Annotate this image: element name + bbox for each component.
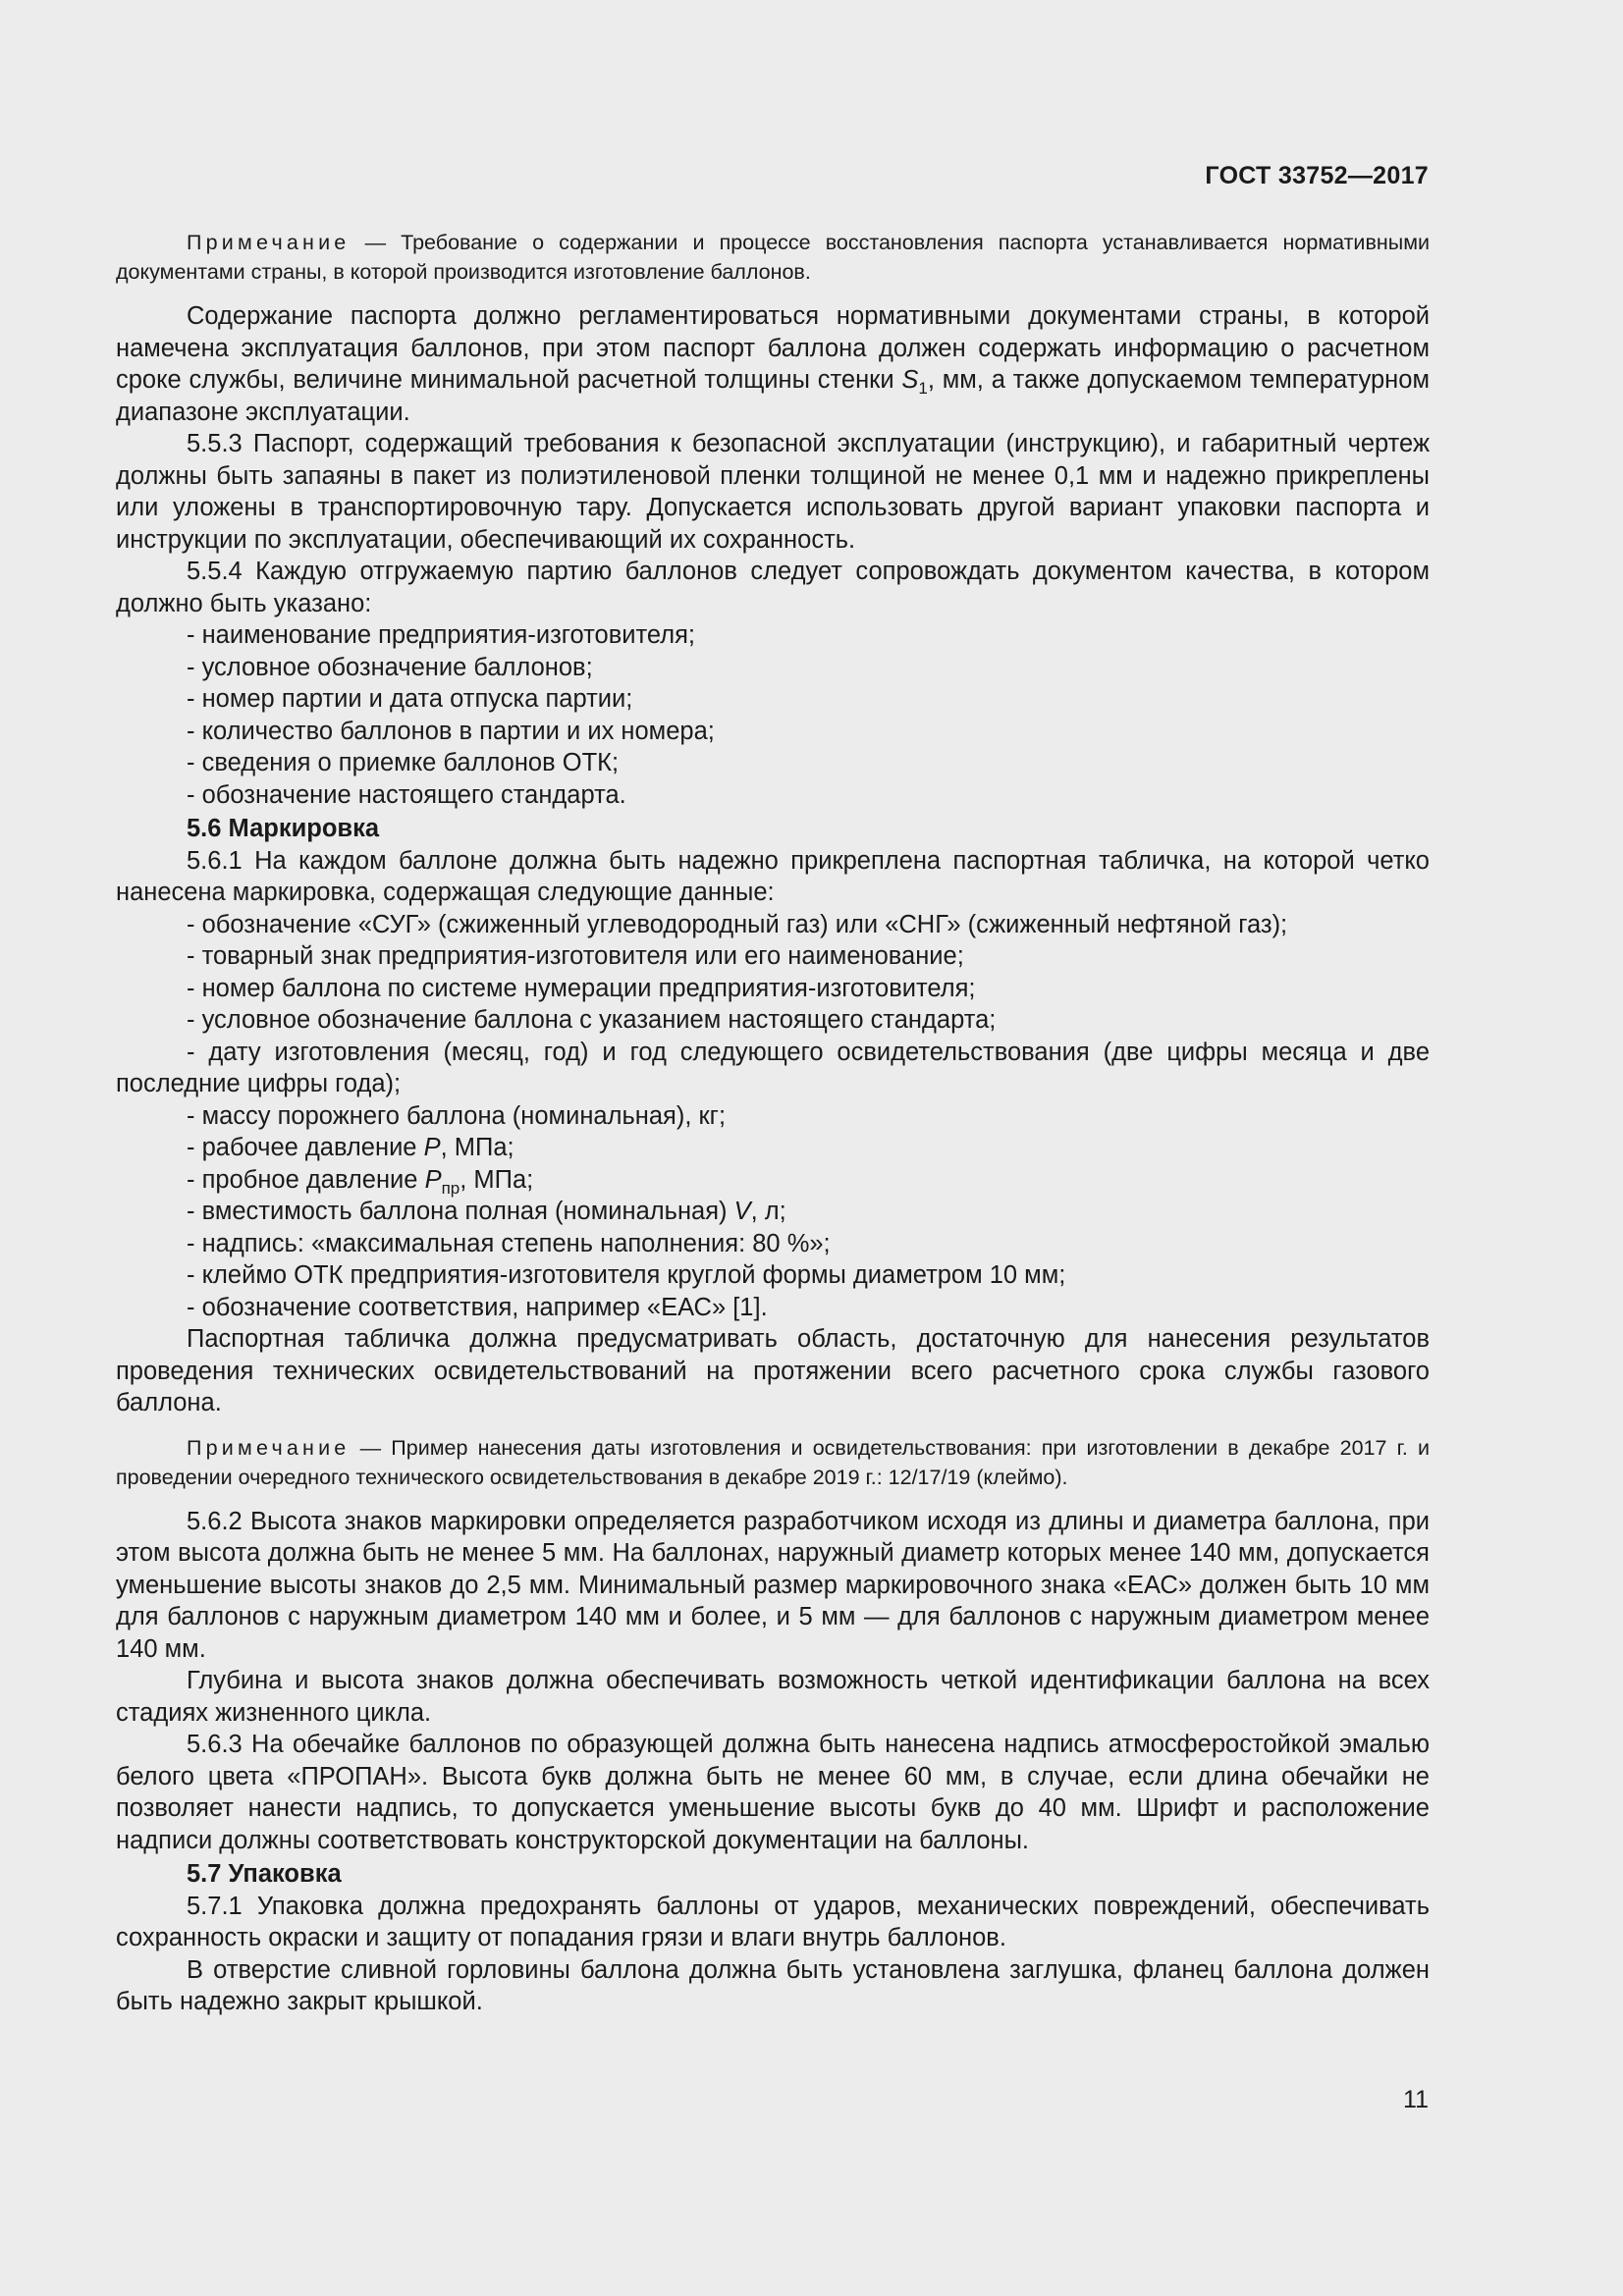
list-item: - номер партии и дата отпуска партии; [187,685,633,713]
text-run: - рабочее давление [187,1134,424,1161]
note-date-example [116,1433,1430,1492]
note-label: Примечание [187,1435,351,1460]
text-run: , МПа; [440,1134,514,1161]
list-item: - надпись: «максимальная степень наполнения: 80 %»; [187,1229,831,1257]
text-run: , л; [750,1198,786,1225]
clause-5-6-3: 5.6.3 На обечайке баллонов по образующей должна быть нанесена надпись атмосферостойкой эмалью белого цвета «ПРОПАН». Высота букв должна быть не менее 60 мм, в случае, если длина обечайки не позволяет нанести надпись, то допускается уменьшение высоты букв до 40 мм. Шрифт и расположение надписи должны соответствовать конструкторской документации на баллоны. [116,1731,1430,1854]
text-run: , МПа; [460,1165,534,1194]
text-run: - вместимость баллона полная (номинальная) [187,1198,734,1225]
list-item: - обозначение настоящего стандарта. [187,780,626,809]
list-item: - клеймо ОТК предприятия-изготовителя круглой формы диаметром 10 мм; [187,1261,1066,1289]
list-item: - условное обозначение баллонов; [187,653,593,681]
document-body [116,228,1430,2018]
paragraph-plug: В отверстие сливной горловины баллона должна быть установлена заглушка, фланец баллона должен быть надежно закрыт крышкой. [116,1955,1430,2015]
list-item [116,1164,1430,1197]
list-item: - количество баллонов в партии и их номера; [187,717,715,745]
clause-5-6-2: 5.6.2 Высота знаков маркировки определяется разработчиком исходя из длины и диаметра баллона, при этом высота должна быть не менее 5 мм. На баллонах, наружный диаметр которых менее 140 мм, допускается уменьшение высоты знаков до 2,5 мм. Минимальный размер маркировочного знака «ЕАС» должен быть 10 мм для баллонов с наружным диаметром 140 мм и более, и 5 мм — для баллонов с наружным диаметром менее 140 мм. [116,1507,1430,1663]
list-item [116,1132,1430,1164]
section-heading-packaging: 5.7 Упаковка [187,1860,342,1888]
clause-5-7-1: 5.7.1 Упаковка должна предохранять баллоны от ударов, механических повреждений, обеспечивать сохранность окраски и защиту от попадания грязи и влаги внутрь баллонов. [116,1892,1430,1951]
list-item: - массу порожнего баллона (номинальная), кг; [187,1101,727,1130]
document-header: ГОСТ 33752—2017 [1205,162,1429,189]
section-heading-marking: 5.6 Маркировка [187,815,380,842]
clause-5-6-1: 5.6.1 На каждом баллоне должна быть надежно прикреплена паспортная табличка, на которой четко нанесена маркировка, содержащая следующие данные: [116,846,1430,906]
list-item: - наименование предприятия-изготовителя; [187,621,696,649]
list-item [116,1196,1430,1228]
text-run: , мм, а также допускаемом температурном диапазоне эксплуатации. [116,366,1430,426]
text-run: Содержание паспорта должно регламентироваться нормативными документами страны, в которой намечена эксплуатация баллонов, при этом паспорт баллона должен содержать информацию о расчетном сроке службы, величине минимальной расчетной толщины стенки [116,302,1430,394]
text-run: - пробное давление [187,1165,425,1194]
variable-s: S [901,366,919,394]
note-passport-restoration [116,228,1430,287]
paragraph-marking-depth: Глубина и высота знаков должна обеспечивать возможность четкой идентификации баллона на всех стадиях жизненного цикла. [116,1667,1430,1727]
list-item: - дату изготовления (месяц, год) и год следующего освидетельствования (две цифры месяца и две последние цифры года); [116,1038,1430,1097]
list-item: - обозначение «СУГ» (сжиженный углеводородный газ) или «СНГ» (сжиженный нефтяной газ); [187,910,1288,938]
subscript: 1 [918,379,928,399]
note-text: — Требование о содержании и процессе восстановления паспорта устанавливается нормативными документами страны, в которой производится изготовление баллонов. [116,231,1430,284]
variable-p: P [423,1134,441,1161]
clause-5-5-3: 5.5.3 Паспорт, содержащий требования к безопасной эксплуатации (инструкцию), и габаритный чертеж должны быть запаяны в пакет из полиэтиленовой пленки толщиной не менее 0,1 мм и надежно прикреплены или уложены в транспортировочную тару. Допускается использовать другой вариант упаковки паспорта и инструкции по эксплуатации, обеспечивающий их сохранность. [116,430,1430,554]
paragraph-passport-content [116,300,1430,428]
clause-5-5-4: 5.5.4 Каждую отгружаемую партию баллонов следует сопровождать документом качества, в котором должно быть указано: [116,558,1430,617]
paragraph-passport-plate: Паспортная табличка должна предусматривать область, достаточную для нанесения результатов проведения технических освидетельствований на протяжении всего расчетного срока службы газового баллона. [116,1325,1430,1416]
variable-p: P [424,1165,442,1194]
subscript: пр [441,1178,460,1198]
list-item: - сведения о приемке баллонов ОТК; [187,749,620,776]
note-text: — Пример нанесения даты изготовления и освидетельствования: при изготовлении в декабре 2017 г. и проведении очередного технического освидетельствования в декабре 2019 г.: 12/17/19 (клеймо). [116,1435,1430,1489]
list-item: - товарный знак предприятия-изготовителя или его наименование; [187,942,964,970]
note-label: Примечание [187,231,351,254]
list-item: - обозначение соответствия, например «ЕАС» [1]. [187,1293,768,1321]
list-item: - номер баллона по системе нумерации предприятия-изготовителя; [187,974,976,1002]
variable-v: V [733,1198,751,1225]
page-number: 11 [1403,2086,1429,2113]
list-item: - условное обозначение баллона с указанием настоящего стандарта; [187,1006,997,1034]
